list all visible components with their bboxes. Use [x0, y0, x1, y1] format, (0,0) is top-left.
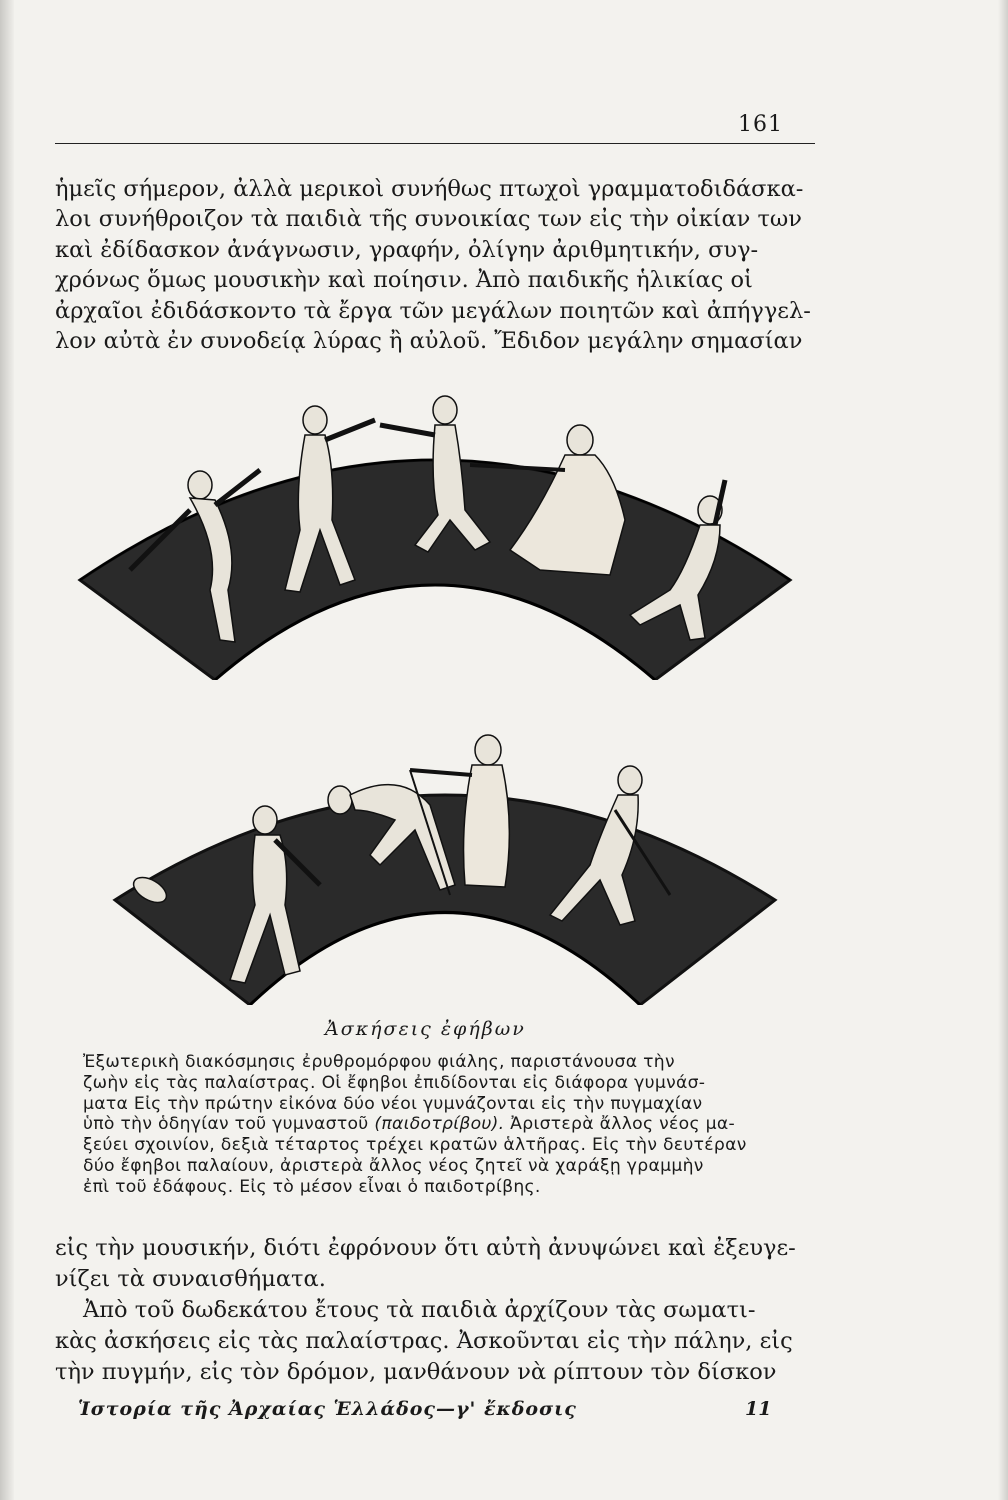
footer-signature: 11	[745, 1398, 772, 1420]
kylix-plate-lower-image	[110, 725, 780, 1005]
figure-caption	[83, 1052, 810, 1198]
caption-line: ξεύει σχοινίον, δεξιὰ τέταρτος τρέχει κρατῶν ἁλτῆρας. Εἰς τὴν δευτέραν	[83, 1135, 747, 1156]
text-line: τὴν πυγμήν, εἰς τὸν δρόμον, μανθάνουν νὰ ρίπτουν τὸν δίσκον	[55, 1359, 777, 1385]
caption-text: ὑπὸ τὴν ὁδηγίαν τοῦ γυμναστοῦ	[83, 1114, 375, 1135]
page-right-edge	[998, 0, 1008, 1500]
top-paragraph	[55, 174, 817, 356]
text-line: χρόνως ὅμως μουσικὴν καὶ ποίησιν. Ἀπὸ παιδικῆς ἡλικίας οἱ	[55, 267, 753, 294]
caption-text: Ἀριστερὰ ἄλλος νέος μα-	[504, 1114, 735, 1135]
page-left-edge	[0, 0, 14, 1500]
text-line: καὶ ἐδίδασκον ἀνάγνωσιν, γραφήν, ὀλίγην ἀριθμητικήν, συγ-	[55, 236, 759, 263]
caption-line: ἐπὶ τοῦ ἐδάφους. Εἰς τὸ μέσον εἶναι ὁ παιδοτρίβης.	[83, 1176, 541, 1197]
footer-title: Ἱστορία τῆς Ἀρχαίας Ἑλλάδος—γ' ἔκδοσις	[78, 1398, 577, 1420]
page-number: 161	[738, 112, 783, 137]
text-line: εἰς τὴν μουσικήν, διότι ἐφρόνουν ὅτι αὐτὴ ἀνυψώνει καὶ ἐξευγε-	[55, 1235, 796, 1261]
bottom-paragraph	[55, 1233, 817, 1388]
caption-line: δύο ἔφηβοι παλαίουν, ἀριστερὰ ἄλλος νέος ζητεῖ νὰ χαράξῃ γραμμὴν	[83, 1155, 704, 1176]
caption-italic-term: (παιδοτρίβου).	[374, 1114, 505, 1135]
caption-line: ματα Εἰς τὴν πρώτην εἰκόνα δύο νέοι γυμνάζονται εἰς τὴν πυγμαχίαν	[83, 1093, 703, 1114]
figure-caption-title: Ἀσκήσεις ἐφήβων	[325, 1018, 526, 1040]
text-line: κὰς ἀσκήσεις εἰς τὰς παλαίστρας. Ἀσκοῦνται εἰς τὴν πάλην, εἰς	[55, 1328, 793, 1354]
header-rule	[55, 143, 815, 144]
caption-line: ζωὴν εἰς τὰς παλαίστρας. Οἱ ἔφηβοι ἐπιδίδονται εἰς διάφορα γυμνάσ-	[83, 1072, 706, 1093]
kylix-plate-upper-image	[70, 380, 800, 680]
text-line: ἡμεῖς σήμερον, ἀλλὰ μερικοὶ συνήθως πτωχοὶ γραμματοδιδάσκα-	[55, 176, 804, 202]
text-line: ἀρχαῖοι ἐδιδάσκοντο τὰ ἔργα τῶν μεγάλων ποιητῶν καὶ ἀπήγγελ-	[55, 297, 811, 324]
text-line: λον αὐτὰ ἐν συνοδείᾳ λύρας ἢ αὐλοῦ. Ἔδιδον μεγάλην σημασίαν	[55, 328, 803, 355]
figure	[70, 380, 800, 1030]
caption-line	[83, 1114, 810, 1135]
text-line: νίζει τὰ συναισθήματα.	[55, 1266, 326, 1292]
text-line: λοι συνήθροιζον τὰ παιδιὰ τῆς συνοικίας των εἰς τὴν οἰκίαν των	[55, 206, 802, 233]
caption-line: Ἐξωτερικὴ διακόσμησις ἐρυθρομόρφου φιάλης, παριστάνουσα τὴν	[83, 1052, 675, 1072]
text-line: Ἀπὸ τοῦ δωδεκάτου ἔτους τὰ παιδιὰ ἀρχίζουν τὰς σωματι-	[83, 1297, 756, 1323]
